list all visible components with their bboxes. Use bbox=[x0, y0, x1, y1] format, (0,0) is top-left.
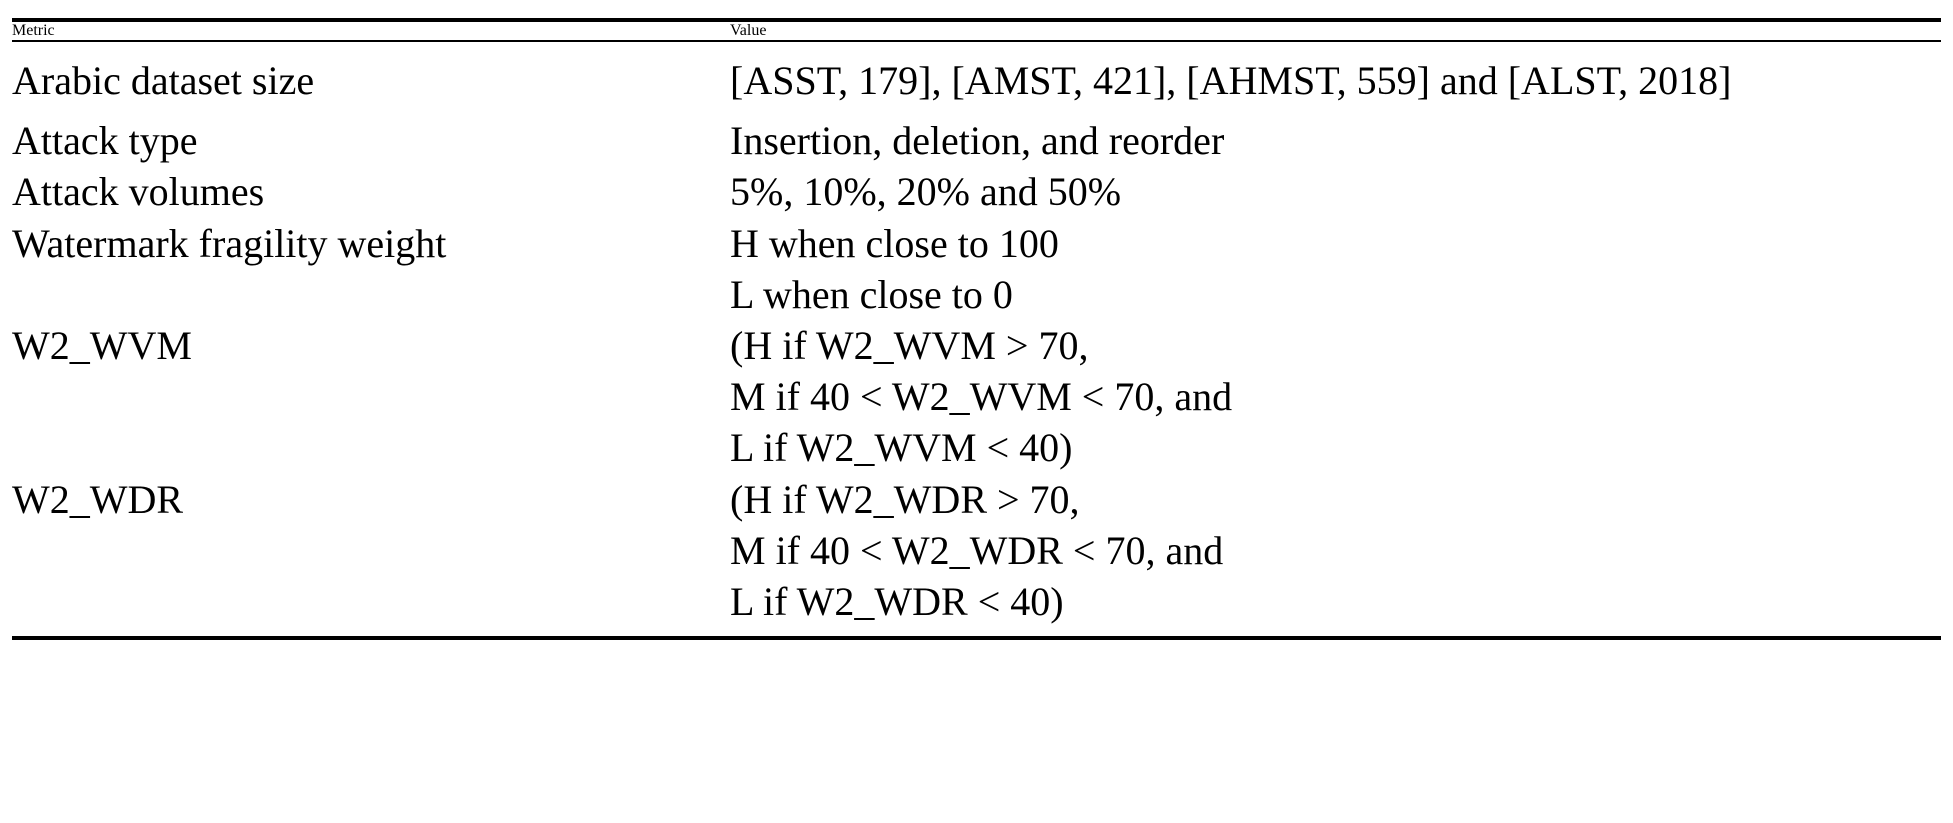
row-value bbox=[730, 474, 1941, 628]
row-value bbox=[730, 42, 1941, 115]
row-value bbox=[730, 218, 1941, 320]
row-value bbox=[730, 320, 1941, 474]
table-bottom-spacer bbox=[12, 627, 1941, 636]
row-value-line: Insertion, deletion, and reorder bbox=[730, 118, 1225, 164]
row-value-line: [ASST, 179], [AMST, 421], [AHMST, 559] and [ALST, 2018] bbox=[730, 58, 1732, 103]
row-value-line: 5%, 10%, 20% and 50% bbox=[730, 169, 1122, 215]
row-value-line: (H if W2_WDR > 70, bbox=[730, 476, 1080, 522]
metrics-table-body bbox=[12, 42, 1941, 627]
row-value-line: L if W2_WDR < 40) bbox=[730, 578, 1064, 624]
column-header-value: Value bbox=[730, 22, 767, 39]
table-container bbox=[0, 18, 1953, 640]
metrics-table bbox=[12, 22, 1941, 40]
row-metric: Arabic dataset size bbox=[12, 58, 315, 103]
table-row bbox=[12, 115, 1941, 166]
row-metric: Attack volumes bbox=[12, 169, 265, 215]
table-row bbox=[12, 42, 1941, 115]
table-row bbox=[12, 218, 1941, 320]
row-value-line: M if 40 < W2_WDR < 70, and bbox=[730, 527, 1224, 573]
row-metric: W2_WDR bbox=[12, 476, 184, 522]
row-value bbox=[730, 115, 1941, 166]
table-header-row bbox=[12, 22, 1941, 40]
row-value-line: L if W2_WVM < 40) bbox=[730, 425, 1073, 471]
row-value bbox=[730, 166, 1941, 217]
row-value-line: H when close to 100 bbox=[730, 220, 1059, 266]
table-bottom-rule bbox=[12, 636, 1941, 640]
column-header-metric: Metric bbox=[12, 22, 55, 39]
table-row bbox=[12, 320, 1941, 474]
row-value-line: (H if W2_WVM > 70, bbox=[730, 322, 1089, 368]
row-value-line: M if 40 < W2_WVM < 70, and bbox=[730, 374, 1233, 420]
table-row bbox=[12, 166, 1941, 217]
row-metric: Attack type bbox=[12, 118, 198, 164]
table-row bbox=[12, 474, 1941, 628]
row-metric: Watermark fragility weight bbox=[12, 220, 447, 266]
row-metric: W2_WVM bbox=[12, 322, 192, 368]
row-value-line: L when close to 0 bbox=[730, 271, 1013, 317]
